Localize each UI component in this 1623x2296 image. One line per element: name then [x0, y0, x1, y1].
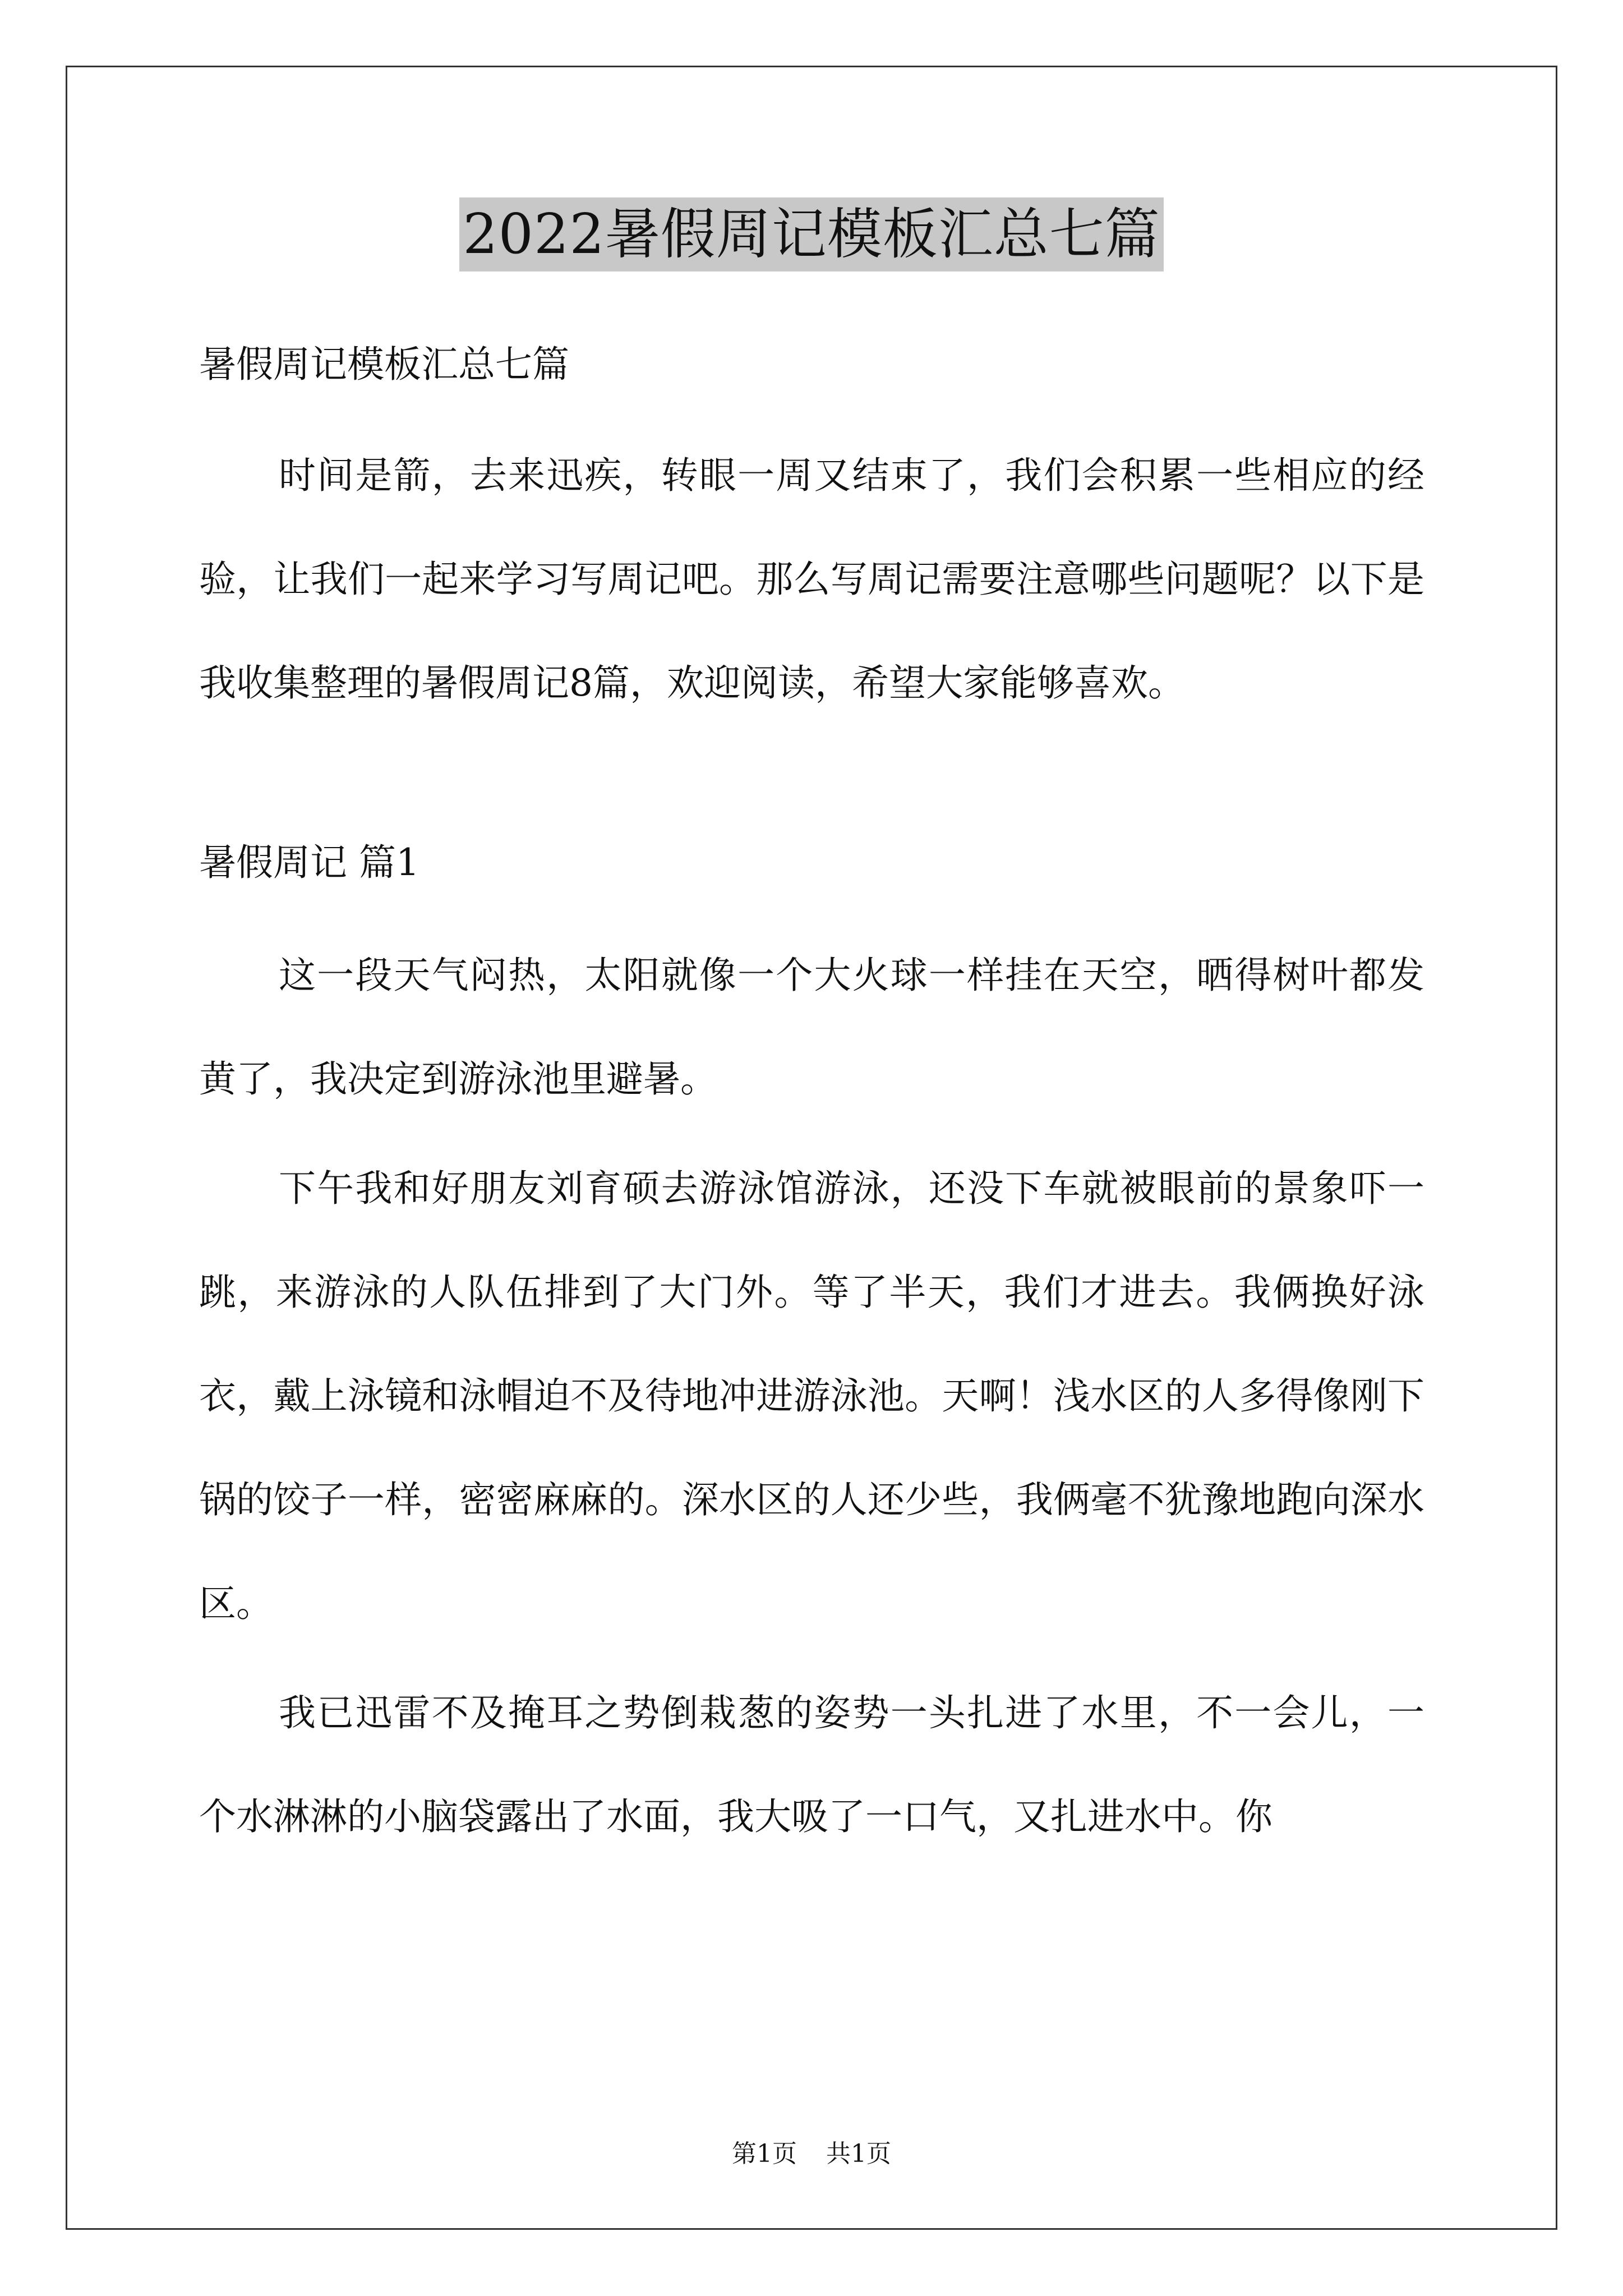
section-heading: 暑假周记 篇1 — [199, 841, 419, 884]
document-title: 2022暑假周记模板汇总七篇 — [459, 197, 1163, 272]
body-paragraph: 下午我和好朋友刘育硕去游泳馆游泳，还没下车就被眼前的景象吓一跳，来游泳的人队伍排到了大门外。等了半天，我们才进去。我俩换好泳衣，戴上泳镜和泳帽迫不及待地冲进游泳池。天啊！浅水区的人多得像刚下锅的饺子一样，密密麻麻的。深水区的人还少些，我俩毫不犹豫地跑向深水区。 — [199, 1167, 1424, 1625]
document-subtitle: 暑假周记模板汇总七篇 — [199, 343, 569, 386]
title-container — [0, 197, 1623, 272]
page-number: 第1页 — [732, 2139, 797, 2168]
document-body — [199, 337, 1424, 1869]
body-paragraph: 我已迅雷不及掩耳之势倒栽葱的姿势一头扎进了水里，不一会儿，一个水淋淋的小脑袋露出了水面，我大吸了一口气，又扎进水中。你 — [199, 1691, 1424, 1838]
page-total: 共1页 — [826, 2139, 891, 2168]
page-footer — [0, 2137, 1623, 2171]
body-paragraph: 这一段天气闷热，太阳就像一个大火球一样挂在天空，晒得树叶都发黄了，我决定到游泳池里避暑。 — [199, 954, 1424, 1101]
intro-paragraph: 时间是箭，去来迅疾，转眼一周又结束了，我们会积累一些相应的经验，让我们一起来学习写周记吧。那么写周记需要注意哪些问题呢？以下是我收集整理的暑假周记8篇，欢迎阅读，希望大家能够喜欢。 — [199, 454, 1424, 705]
